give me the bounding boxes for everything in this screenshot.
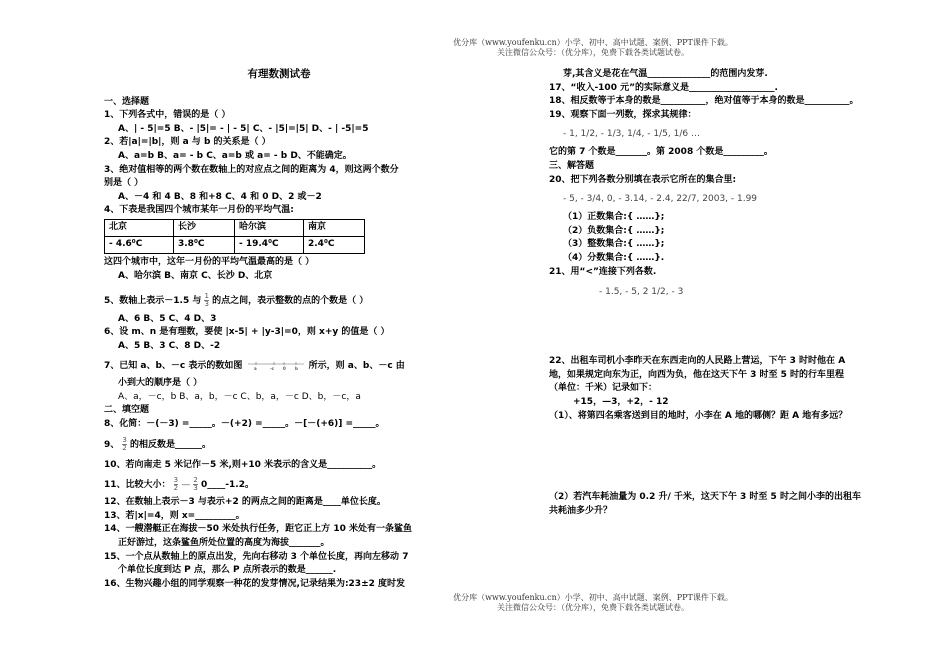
q15-line2: 个单位长度到达 P 点，那么 P 点所表示的数是______. <box>118 565 337 576</box>
set-negative: （2）负数集合:{ ……}; <box>563 225 665 236</box>
footer-line-1: 优分库（www.youfenku.cn）小学、初中、高中试题、案例、PPT课件下载。 <box>453 593 733 602</box>
table-cell: 3.8⁰C <box>174 236 235 253</box>
q21: 21、用“<”连接下列各数. <box>549 266 657 277</box>
q16-line1: 16、生物兴趣小组的同学观察一种花的发芽情况,记录结果为:23±2 度时发 <box>104 578 406 589</box>
q11: 11、比较大小： $\frac{3}{2}$ — $\frac{2}{3}$ 0____-1.2。 <box>104 475 254 492</box>
q12: 12、在数轴上表示－3 与表示+2 的两点之间的距离是____单位长度。 <box>104 497 386 508</box>
q22-mileage: +15，—3，+2，- 12 <box>573 396 669 407</box>
q14-line1: 14、一艘潜艇正在海拔－50 米处执行任务，距它正上方 10 米处有一条鲨鱼 <box>104 524 412 535</box>
q11-prefix: 11、比较大小： <box>104 479 171 490</box>
set-positive: （1）正数集合:{ ……}; <box>563 212 665 223</box>
set-integer: （3）整数集合:{ ……}; <box>563 239 665 250</box>
q19-sequence: - 1, 1/2, - 1/3, 1/4, - 1/5, 1/6 … <box>563 129 700 140</box>
fig-label: 0 <box>282 366 286 370</box>
q11-suffix: 0____-1.2。 <box>201 479 254 490</box>
q3-line2: 别是（ ） <box>104 178 144 189</box>
q7 <box>104 360 454 374</box>
q20: 20、把下列各数分别填在表示它所在的集合里: <box>549 174 737 185</box>
q3-line1: 3、绝对值相等的两个数在数轴上的对应点之间的距离为 4，则这两个数分 <box>104 164 399 175</box>
section-fill: 二、填空题 <box>104 405 150 416</box>
q9 <box>104 437 454 453</box>
q1: 1、下列各式中，错误的是（ ） <box>104 110 231 121</box>
q7-line2: 小到大的顺序是（ ） <box>118 378 203 389</box>
q7-suffix: 所示，则 a、b、－c 由 <box>308 360 405 371</box>
q3-options: A、－4 和 4 B、8 和+8 C、4 和 0 D、2 或－2 <box>118 191 322 202</box>
q2-options: A、a=b B、a= - b C、a=b 或 a= - b D、不能确定。 <box>118 150 352 161</box>
q22-part2-line2: 共耗油多少升？ <box>549 505 613 516</box>
q7-number-line-figure <box>246 360 306 370</box>
temperature-table <box>104 219 365 254</box>
table-header-row <box>105 219 365 236</box>
q11-fraction-a: $\frac{3}{2}$ <box>173 475 179 492</box>
q22-line2: 地，如果规定向东为正，向西为负，他在这天下午 3 时至 5 时的行车里程 <box>549 369 845 380</box>
q15-line1: 15、一个点从数轴上的原点出发，先向右移动 3 个单位长度，再向左移动 7 <box>104 551 409 562</box>
q14-line2: 正好游过，这条鲨鱼所处位置的高度为海拔_______。 <box>118 538 330 549</box>
paper-title: 有理数测试卷 <box>247 68 311 80</box>
table-cell: 长沙 <box>174 219 235 236</box>
q19: 19、观察下面一列数，探求其规律： <box>549 109 697 120</box>
q9-fraction <box>122 437 126 452</box>
q8: 8、化简：－(－3) =_____。－(+2) =_____。－[－(+6)] =_____。 <box>104 418 385 429</box>
q2: 2、若|a|=|b|，则 a 与 b 的关系是（ ） <box>104 137 271 148</box>
q6-options: A、5 B、3 C、8 D、-2 <box>118 340 221 351</box>
q22-part1: （1）、将第四名乘客送到目的地时，小李在 A 地的哪侧？距 A 地有多远？ <box>549 410 848 421</box>
set-fraction: （4）分数集合:{ ……}. <box>563 252 665 263</box>
q10: 10、若向南走 5 米记作－5 米,则+10 米表示的含义是__________。 <box>104 460 382 471</box>
fraction-denominator: 2 <box>122 444 127 453</box>
q20-numbers: - 5, - 3/4, 0, - 3.14, - 2.4, 22/7, 2003, - 1.99 <box>563 194 758 205</box>
table-cell: 哈尔滨 <box>235 219 304 236</box>
q18: 18、相反数等于本身的数是__________，绝对值等于本身的数是__________。 <box>549 96 859 107</box>
table-row <box>105 236 365 253</box>
table-cell: - 19.4⁰C <box>235 236 304 253</box>
q22-line1: 22、出租车司机小李昨天在东西走向的人民路上营运，下午 3 时时他在 A <box>549 356 846 367</box>
q9-suffix: 的相反数是______。 <box>130 440 212 451</box>
q16-line2: 芽,其含义是花在气温______________的范围内发芽. <box>563 69 768 79</box>
q5-fraction <box>204 293 208 308</box>
header-line-1: 优分库（www.youfenku.cn）小学、初中、高中试题、案例、PPT课件下载。 <box>453 38 733 47</box>
q7-prefix: 7、已知 a、b、－c 表示的数如图 <box>104 360 243 371</box>
q22-line3: （单位：千米）记录如下： <box>549 383 658 394</box>
table-cell: - 4.6⁰C <box>105 236 174 253</box>
q4-question: 这四个城市中，这年一月份的平均气温最高的是（ ） <box>104 256 315 267</box>
q9-prefix: 9、 <box>104 440 120 451</box>
fraction-denominator: 3 <box>204 300 209 309</box>
footer-line-2: 关注微信公众号：（优分库），免费下载各类试题试卷。 <box>497 603 689 612</box>
header-line-2: 关注微信公众号：（优分库），免费下载各类试题试卷。 <box>497 48 689 57</box>
section-choice: 一、选择题 <box>104 96 150 107</box>
q11-fraction-b: $\frac{2}{3}$ <box>193 475 198 492</box>
fraction-numerator: 3 <box>122 436 127 445</box>
page-footer <box>118 593 950 613</box>
q22-part2-line1: （2）若汽车耗油量为 0.2 升/ 千米，这天下午 3 时至 5 时之间小李的出租车 <box>549 492 861 503</box>
q5-options: A、6 B、5 C、4 D、3 <box>118 313 217 324</box>
q19-answer: 它的第 7 个数是_______。第 2008 个数是_________。 <box>549 147 773 158</box>
q13: 13、若|x|=4，则 x=_________。 <box>104 510 245 521</box>
table-cell: 南京 <box>304 219 365 236</box>
fraction-numerator: 1 <box>204 292 209 301</box>
q4: 4、下表是我国四个城市某年一月份的平均气温: <box>104 205 294 216</box>
q21-numbers: - 1.5, - 5, 2 1/2, - 3 <box>599 287 684 298</box>
right-column <box>549 68 894 518</box>
q7-options: A、a，－c，b B、a，b，－c C、b，a，－c D、b，－c，a <box>118 391 361 402</box>
q5-suffix: 的点之间，表示整数的点的个数是（ ） <box>212 296 369 307</box>
q5-prefix: 5、数轴上表示－1.5 与 <box>104 296 202 307</box>
q17: 17、“收入-100 元”的实际意义是___________________. <box>549 82 778 93</box>
q5 <box>104 293 454 309</box>
q4-options: A、哈尔滨 B、南京 C、长沙 D、北京 <box>118 270 273 281</box>
table-cell: 北京 <box>105 219 174 236</box>
q1-options: A、| - 5|=5 B、- |5|= - | - 5| C、- |5|=|5| D、- | -5|=5 <box>118 123 369 134</box>
fig-label: a <box>253 366 257 370</box>
page-header <box>118 38 950 58</box>
q6: 6、设 m、n 是有理数，要使 |x-5| + |y-3|=0，则 x+y 的值是（ ） <box>104 327 390 338</box>
fig-label: b <box>294 366 298 370</box>
section-answer: 三、解答题 <box>549 160 595 171</box>
left-column <box>104 68 454 591</box>
fig-label: -c <box>269 366 274 370</box>
table-cell: 2.4⁰C <box>304 236 365 253</box>
